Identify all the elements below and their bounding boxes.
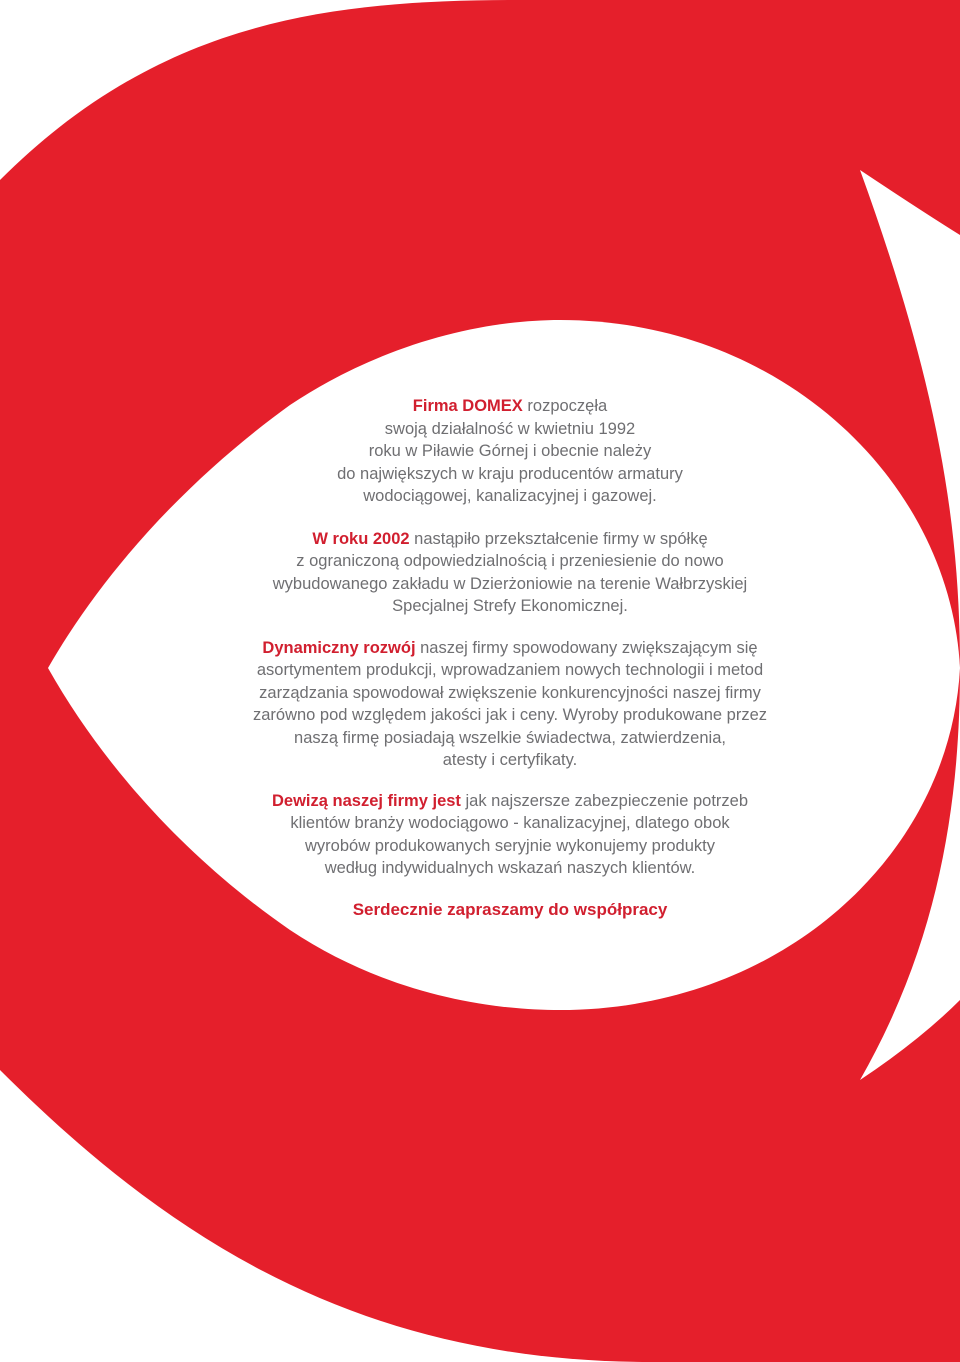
development-paragraph bbox=[200, 637, 820, 772]
text-line: wodociągowej, kanalizacyjnej i gazowej. bbox=[363, 487, 657, 505]
closing-invitation: Serdecznie zapraszamy do współpracy bbox=[352, 899, 668, 919]
text-line: Dewizą naszej firmy jest jak najszersze zabezpieczenie potrzeb bbox=[272, 791, 748, 810]
text-line: swoją działalność w kwietniu 1992 bbox=[384, 419, 636, 438]
motto-paragraph bbox=[200, 790, 820, 880]
text-line: W roku 2002 nastąpiło przekształcenie firmy w spółkę bbox=[312, 529, 708, 548]
company-name-highlight: Firma DOMEX bbox=[412, 397, 523, 415]
text-line: asortymentem produkcji, wprowadzaniem nowych technologii i metod bbox=[256, 661, 764, 679]
text-line: zarówno pod względem jakości jak i ceny. Wyroby produkowane przez bbox=[252, 706, 768, 724]
year-highlight: W roku 2002 bbox=[312, 529, 410, 548]
text-line: z ograniczoną odpowiedzialnością i przeniesienie do nowo bbox=[296, 552, 724, 570]
text-line: wyrobów produkowanych seryjnie wykonujemy produkty bbox=[305, 836, 715, 855]
text-line: według indywidualnych wskazań naszych klientów. bbox=[324, 859, 696, 877]
text-line: klientów branży wodociągowo - kanalizacyjnej, dlatego obok bbox=[290, 814, 730, 832]
intro-paragraph bbox=[200, 395, 820, 508]
text-line: Firma DOMEX rozpoczęła bbox=[412, 397, 608, 415]
text-line: zarządzania spowodował zwiększenie konkurencyjności naszej firmy bbox=[259, 683, 761, 702]
text-line: do największych w kraju producentów armatury bbox=[337, 464, 683, 483]
history-paragraph bbox=[200, 528, 820, 618]
motto-highlight: Dewizą naszej firmy jest bbox=[272, 791, 461, 810]
text-line: wybudowanego zakładu w Dzierżoniowie na terenie Wałbrzyskiej bbox=[272, 574, 748, 593]
text-line: naszą firmę posiadają wszelkie świadectwa, zatwierdzenia, bbox=[294, 728, 726, 747]
text-line: Specjalnej Strefy Ekonomicznej. bbox=[392, 597, 628, 615]
development-highlight: Dynamiczny rozwój bbox=[262, 638, 416, 657]
text-line: roku w Piławie Górnej i obecnie należy bbox=[368, 442, 652, 460]
company-description bbox=[200, 395, 820, 921]
text-line: atesty i certyfikaty. bbox=[442, 751, 578, 769]
text-line: Dynamiczny rozwój naszej firmy spowodowany zwiększającym się bbox=[262, 638, 758, 657]
